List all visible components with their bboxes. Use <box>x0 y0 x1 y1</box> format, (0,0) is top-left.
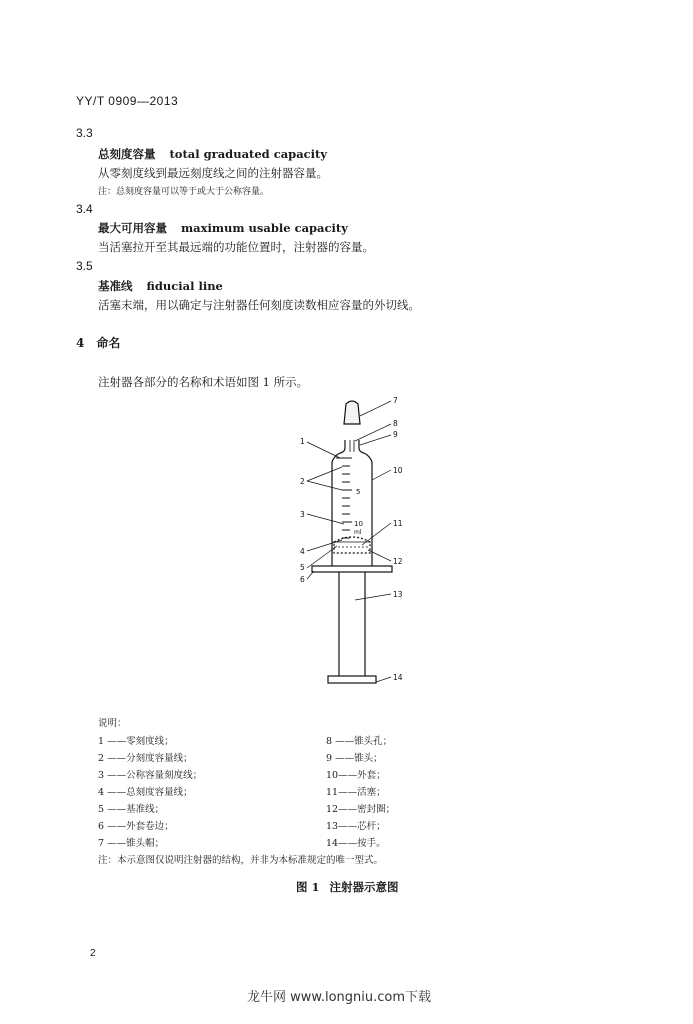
page-number: 2 <box>90 948 96 959</box>
callout-9: 9 <box>393 430 398 439</box>
figure-title: 注射器示意图 <box>329 880 399 894</box>
figure-note: 注：本示意图仅说明注射器的结构，并非为本标准规定的唯一型式。 <box>98 855 384 866</box>
scale-unit: ml <box>354 529 362 536</box>
nozzle <box>340 440 364 453</box>
legend-item: 7 ——锥头帽； <box>98 838 165 849</box>
thumb-press <box>328 676 376 683</box>
legend-item: 1 ——零刻度线； <box>98 736 174 747</box>
definition-3-4: 当活塞拉开至其最远端的功能位置时，注射器的容量。 <box>98 240 374 254</box>
callout-3: 3 <box>300 510 305 519</box>
term-cn: 基准线 <box>98 279 133 293</box>
legend-item: 8 ——锥头孔； <box>326 736 393 747</box>
plunger-rod <box>339 572 365 676</box>
callout-12: 12 <box>393 557 403 566</box>
clause-number-3-4: 3.4 <box>76 202 93 216</box>
note-3-3: 注：总刻度容量可以等于或大于公称容量。 <box>98 187 270 197</box>
legend-item: 13——芯杆； <box>326 821 386 832</box>
callout-14: 14 <box>393 673 403 682</box>
callout-2: 2 <box>300 477 305 486</box>
callout-7: 7 <box>393 396 398 405</box>
clause-number-3-3: 3.3 <box>76 126 93 140</box>
term-en: total graduated capacity <box>169 147 328 161</box>
tip-cap <box>344 401 360 424</box>
syringe-diagram <box>290 395 420 695</box>
callout-5: 5 <box>300 563 305 572</box>
legend-item: 9 ——锥头； <box>326 753 383 764</box>
legend-item: 4 ——总刻度容量线； <box>98 787 193 798</box>
watermark-footer: 龙牛网 www.longniu.com下载 <box>247 990 432 1005</box>
term-en: maximum usable capacity <box>181 221 348 235</box>
legend-item: 3 ——公称容量刻度线； <box>98 770 203 781</box>
legend-item: 10——外套； <box>326 770 386 781</box>
section-title: 命名 <box>96 336 121 350</box>
callout-8: 8 <box>393 419 398 428</box>
figure-caption <box>296 879 399 895</box>
clause-number-3-5: 3.5 <box>76 259 93 273</box>
legend-item: 6 ——外套卷边； <box>98 821 174 832</box>
legend-item: 5 ——基准线； <box>98 804 165 815</box>
callout-6: 6 <box>300 575 305 584</box>
callout-4: 4 <box>300 547 305 556</box>
scale-label-10: 10 <box>354 520 363 528</box>
legend-item: 2 ——分刻度容量线； <box>98 753 193 764</box>
term-3-3 <box>98 146 327 162</box>
section-heading-4 <box>76 334 120 351</box>
term-en: fiducial line <box>146 279 223 293</box>
section-number: 4 <box>76 336 85 350</box>
callout-10: 10 <box>393 466 403 475</box>
definition-3-5: 活塞末端，用以确定与注射器任何刻度读数相应容量的外切线。 <box>98 298 420 312</box>
term-cn: 总刻度容量 <box>98 147 156 161</box>
term-3-4 <box>98 220 348 236</box>
legend-item: 12——密封圈； <box>326 804 396 815</box>
section-intro: 注射器各部分的名称和术语如图 1 所示。 <box>98 375 309 389</box>
definition-3-3: 从零刻度线到最远刻度线之间的注射器容量。 <box>98 166 328 180</box>
legend-item: 11——活塞； <box>326 787 386 798</box>
barrel-flange <box>312 566 392 572</box>
callout-1: 1 <box>300 437 305 446</box>
legend-title: 说明： <box>98 718 127 729</box>
standard-number: YY/T 0909—2013 <box>76 94 179 108</box>
callout-13: 13 <box>393 590 403 599</box>
piston <box>334 537 370 553</box>
legend-item: 14——按手。 <box>326 838 386 849</box>
barrel <box>332 453 372 566</box>
scale-label-5: 5 <box>356 488 361 496</box>
callout-11: 11 <box>393 519 403 528</box>
term-3-5 <box>98 278 223 294</box>
term-cn: 最大可用容量 <box>98 221 167 235</box>
figure-label: 图 1 <box>296 880 320 894</box>
